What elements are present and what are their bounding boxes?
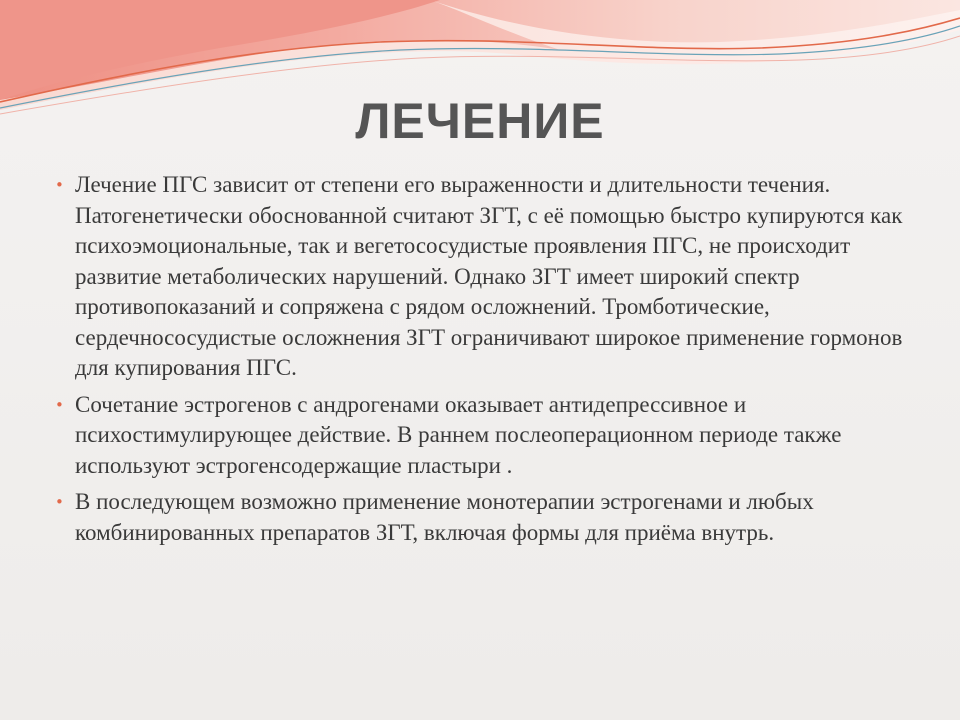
- bullet-item: [55, 487, 905, 548]
- bullet-dot-icon: •: [55, 395, 64, 414]
- bullet-text: В последующем возможно применение монотерапии эстрогенами и любых комбинированных препаратов ЗГТ, включая формы для приёма внутрь.: [75, 489, 814, 545]
- bullet-item: [55, 390, 905, 482]
- bullet-dot-icon: •: [55, 493, 64, 511]
- bullet-text: Лечение ПГС зависит от степени его выраженности и длительности течения. Патогенетически обоснованной считают ЗГТ, с её помощью быстро купируются как психоэмоциональные, так и вегетососудистые проявления ПГС, не происходит развитие метаболических нарушений. Однако ЗГТ имеет широкий спектр противопоказаний и сопряжена с рядом осложнений. Тромботические, сердечнососудистые осложнения ЗГТ ограничивают широкое применение гормонов для купирования ПГС.: [75, 172, 903, 380]
- bullet-item: [55, 170, 905, 384]
- slide-title: ЛЕЧЕНИЕ: [355, 93, 605, 149]
- bullet-list: [55, 170, 905, 554]
- bullet-text: Сочетание эстрогенов с андрогенами оказывает антидепрессивное и психостимулирующее действие. В раннем послеоперационном периоде также используют эстрогенсодержащие пластыри .: [75, 391, 842, 478]
- bullet-dot-icon: •: [55, 176, 64, 194]
